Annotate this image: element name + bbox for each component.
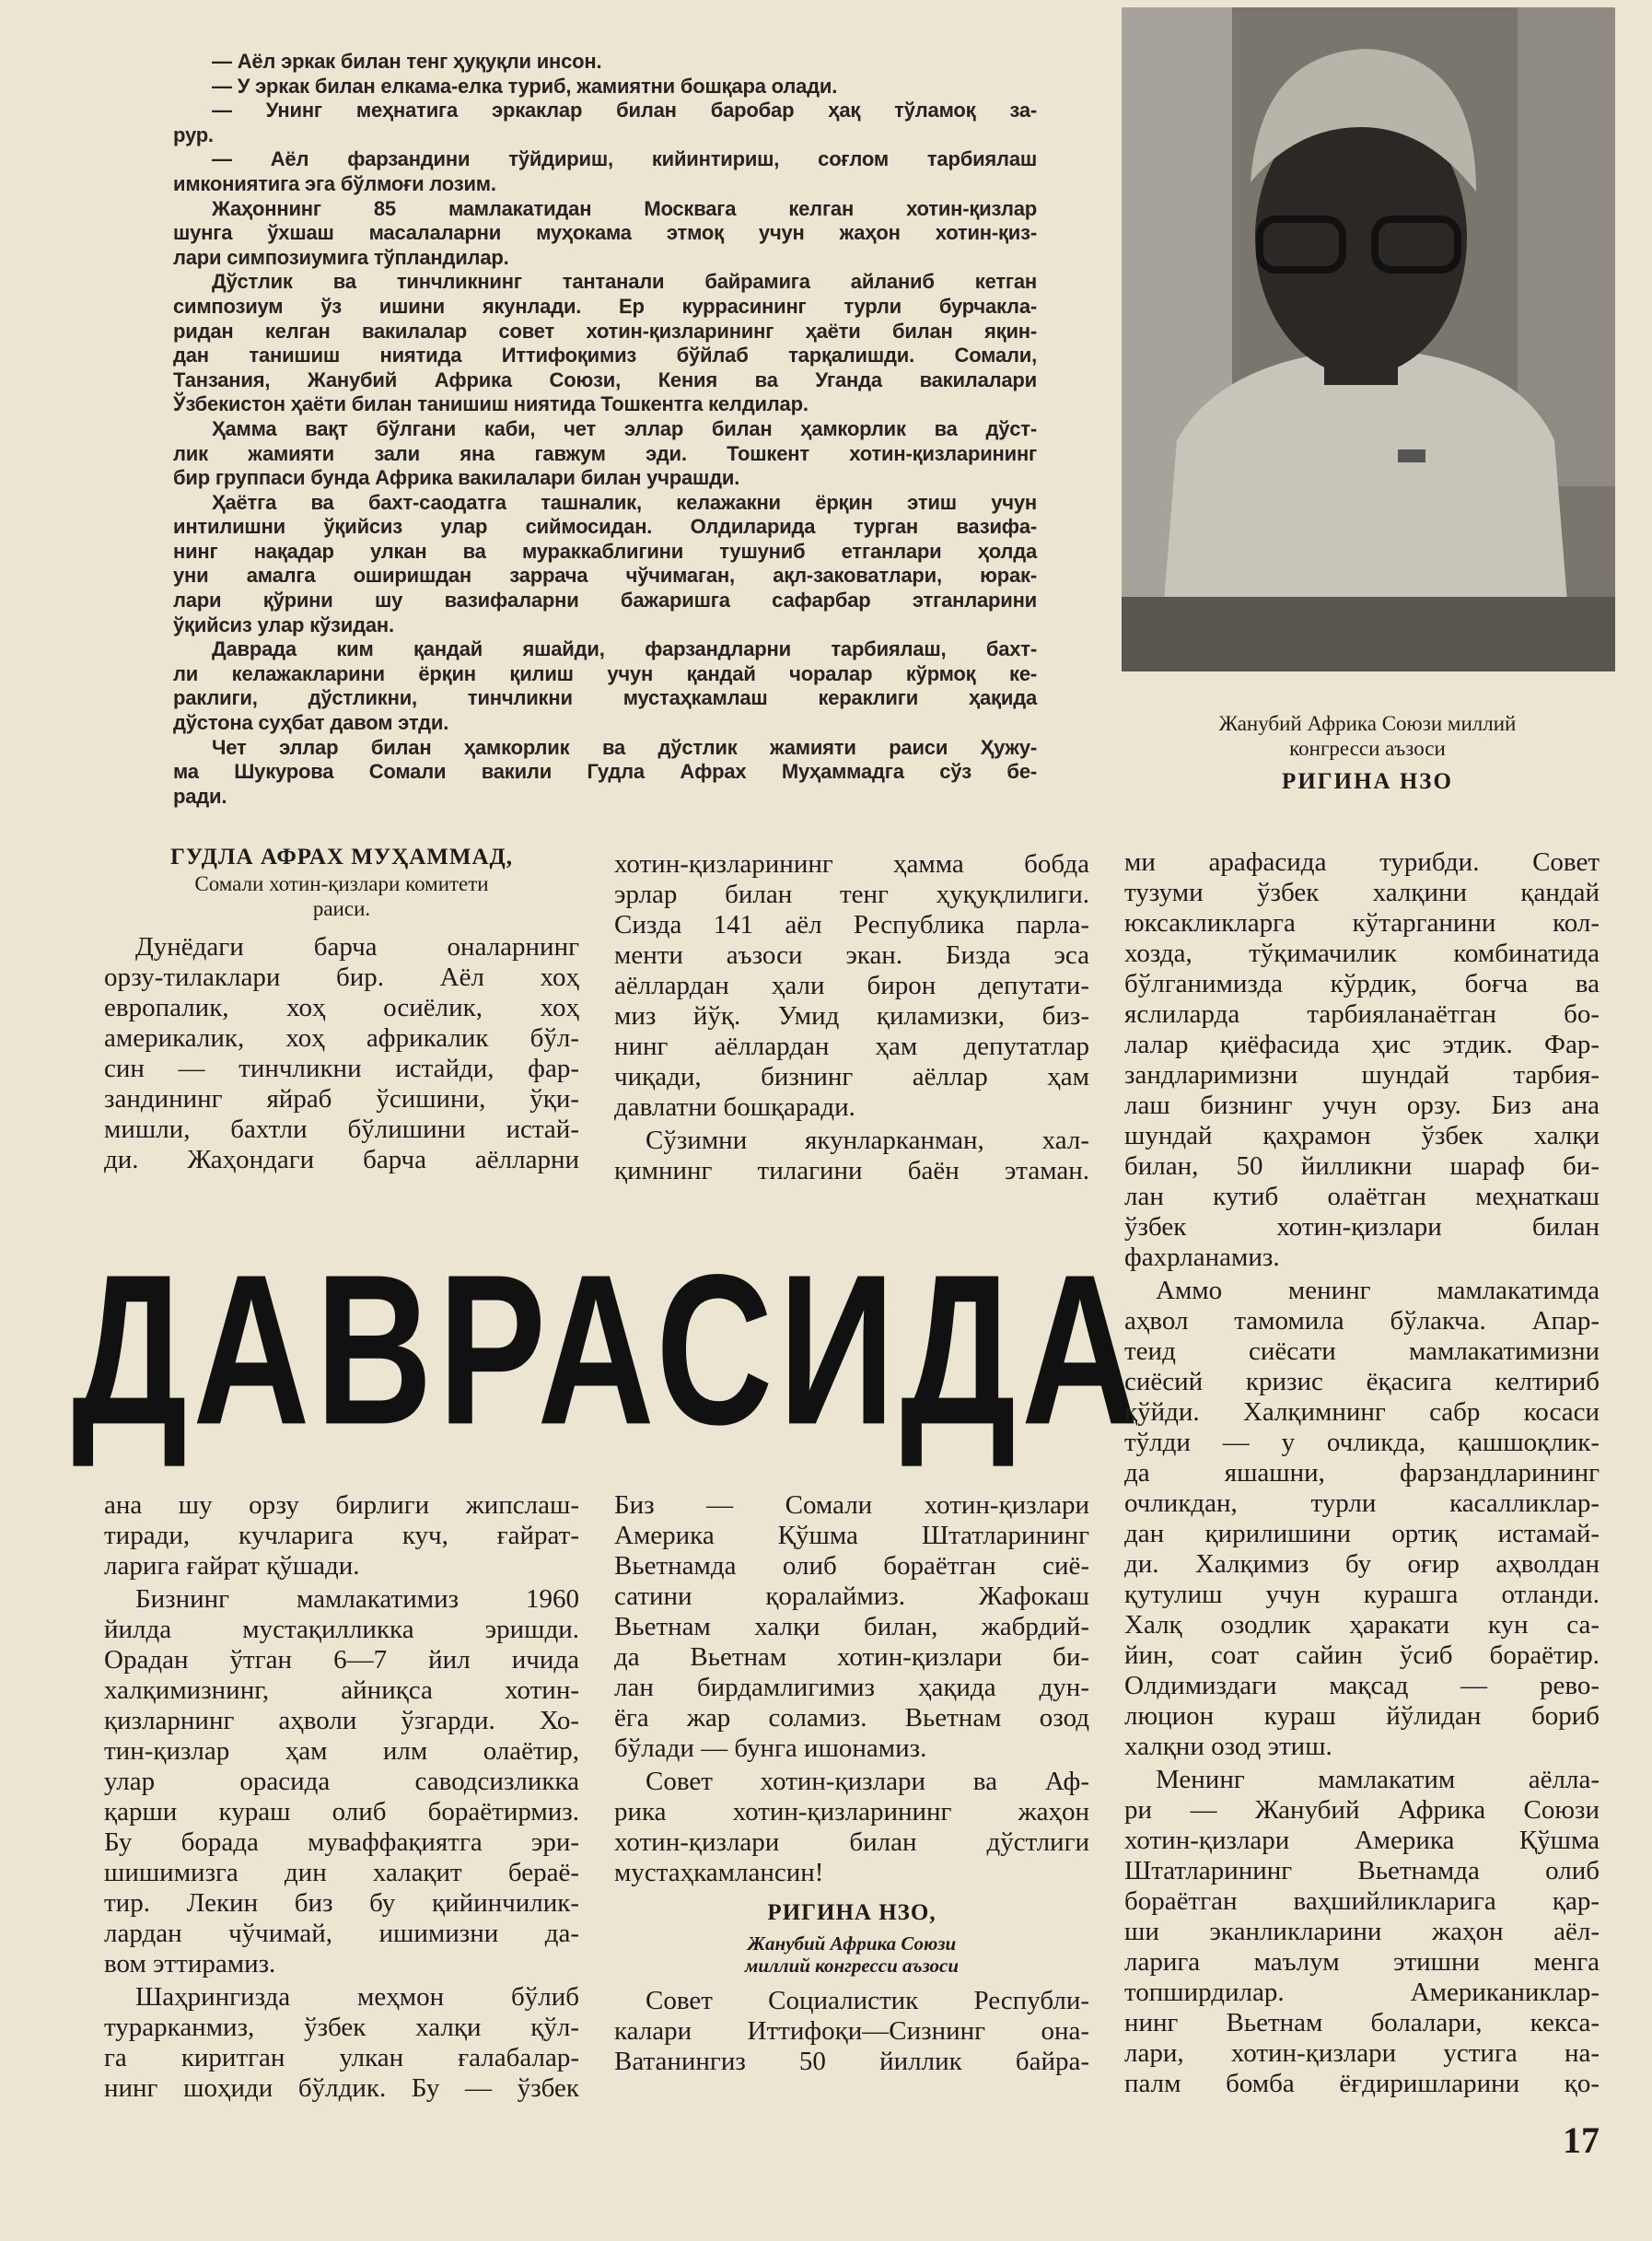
text-line: хотин-қизларининг ҳамма бобда [614, 849, 1089, 879]
paragraph [173, 197, 1037, 271]
text-line: ларига ғайрат қўшади. [104, 1551, 360, 1581]
text-line: син — тинчликни истайди, фар- [104, 1054, 579, 1083]
text-line: ши эканликларини жаҳон аёл- [1124, 1917, 1600, 1946]
text-line: лардан чўчимай, ишимизни да- [104, 1919, 579, 1948]
paragraph [104, 1490, 579, 1582]
paragraph [1124, 1276, 1600, 1762]
text-line: хотин-қизлари билан дўстлиги [614, 1827, 1089, 1857]
text-line: Сўзимни якунларканман, хал- [646, 1126, 1089, 1155]
text-line: лан бирдамлигимиз ҳақида дун- [614, 1673, 1089, 1702]
text-line: люцион кураш йўлидан бориб [1124, 1701, 1600, 1731]
text-line: — Унинг меҳнатига эркаклар билан баробар ҳақ тўламоқ за- [212, 99, 1037, 123]
text-line: мустаҳкамлансин! [614, 1858, 824, 1887]
text-line: теид сиёсати мамлакатимизни [1124, 1336, 1600, 1366]
text-line: рур. [173, 123, 214, 146]
text-line: қимнинг тилагини баён этаман. [614, 1156, 1089, 1185]
text-line: шунга ўхшаш масалаларни муҳокама этмоқ учун жаҳон хотин-қиз- [173, 221, 1037, 245]
text-line: ёга жар соламиз. Вьетнам озод [614, 1703, 1089, 1733]
text-line: бир группаси бунда Африка вакилалари билан учрашди. [173, 466, 740, 490]
text-line: Менинг мамлакатим аёлла- [1156, 1765, 1600, 1794]
text-line: ларига маълум этишни менга [1124, 1947, 1600, 1977]
text-line: ана шу орзу бирлиги жипслаш- [104, 1490, 579, 1520]
text-line: аёллардан ҳали бирон депутати- [614, 971, 1089, 1000]
text-line: лалар қиёфасида ҳис этдик. Фар- [1124, 1030, 1600, 1059]
speaker-role: Жанубий Африка Союзи [747, 1932, 957, 1955]
text-line: тиради, кучларига куч, ғайрат- [104, 1521, 579, 1550]
speaker-name: РИГИНА НЗО, [767, 1900, 937, 1925]
text-line: тин-қизлар ҳам илм олаётир, [104, 1736, 579, 1766]
text-line: Ҳаётга ва бахт-саодатга ташналик, келажакни ёрқин этиш учун [212, 490, 1037, 514]
text-line: тир. Лекин биз бу қийинчилик- [104, 1888, 579, 1918]
column-2-upper [614, 849, 1089, 1186]
text-line: Жаҳоннинг 85 мамлакатидан Москвага келган хотин-қизлар [212, 196, 1037, 220]
paragraph [614, 1767, 1089, 1888]
text-line: йилда мустақилликка эришди. [104, 1615, 579, 1644]
text-line: Даврада ким қандай яшайди, фарзандларни тарбиялаш, бахт- [212, 637, 1037, 661]
speaker-role: Сомали хотин-қизлари комитети [194, 872, 489, 895]
text-line: да яшашни, фарзандларининг [1124, 1458, 1600, 1488]
text-line: хотин-қизлари Америка Қўшма [1124, 1826, 1600, 1855]
text-line: — Аёл фарзандини тўйдириш, кийинтириш, соғлом тарбиялаш [212, 147, 1037, 171]
paragraph [173, 147, 1037, 196]
paragraph [173, 736, 1037, 810]
text-line: ди. Жаҳондаги барча аёлларни [104, 1145, 579, 1174]
paragraph [173, 75, 1037, 99]
column-3 [1124, 847, 1600, 2099]
text-line: дўстона суҳбат давом этди. [173, 711, 449, 735]
text-line: бораётган ваҳшийликларига қар- [1124, 1886, 1600, 1916]
text-line: лари симпозиумига тўпландилар. [173, 245, 509, 269]
text-line: да Вьетнам хотин-қизлари би- [614, 1642, 1089, 1672]
paragraph [173, 99, 1037, 147]
text-line: нинг Вьетнам болалари, кекса- [1124, 2008, 1600, 2037]
text-line: шундай қаҳрамон ўзбек халқи [1124, 1121, 1600, 1150]
paragraph [173, 491, 1037, 638]
text-line: палм бомба ёғдиришларини қо- [1124, 2069, 1600, 2098]
text-line: Бизнинг мамлакатимиз 1960 [135, 1584, 579, 1614]
text-line: Ҳамма вақт бўлгани каби, чет эллар билан ҳамкорлик ва дўст- [212, 416, 1037, 440]
text-line: ли келажакларини ёрқин қилиш учун қандай чоралар кўрмоқ ке- [173, 661, 1037, 685]
text-line: қўйди. Халқимнинг сабр косаси [1124, 1397, 1600, 1427]
text-line: Орадан ўтган 6—7 йил ичида [104, 1645, 579, 1675]
text-line: зандининг яйраб ўсишини, ўқи- [104, 1084, 579, 1114]
text-line: топширдилар. Американиклар- [1124, 1978, 1600, 2007]
intro-article [173, 50, 1037, 809]
column-text [614, 1986, 1089, 2077]
text-line: очликдан, турли касалликлар- [1124, 1488, 1600, 1518]
text-line: Дунёдаги барча оналарнинг [135, 932, 579, 962]
paragraph [1124, 847, 1600, 1273]
text-line: Олдимиздаги мақсад — рево- [1124, 1671, 1600, 1700]
text-line: сатини қоралаймиз. Жафокаш [614, 1582, 1089, 1611]
paragraph [104, 1982, 579, 2104]
text-line: яслиларда тарбияланаётган бо- [1124, 999, 1600, 1029]
text-line: бўлганимизда кўрдик, боғча ва [1124, 969, 1600, 998]
text-line: уни амалга оширишдан заррача чўчимаган, ақл-заковатлари, юрак- [173, 564, 1037, 588]
text-line: аҳвол тамомила бўлакча. Апар- [1124, 1306, 1600, 1336]
text-line: мишли, бахтли бўлишини истай- [104, 1115, 579, 1144]
text-line: Чет эллар билан ҳамкорлик ва дўстлик жамияти раиси Ҳужу- [212, 735, 1037, 759]
text-line: зандларимизни шундай тарбия- [1124, 1060, 1600, 1090]
text-line: — У эркак билан елкама-елка туриб, жамиятни бошқара олади. [212, 74, 838, 98]
text-line: Вьетнам халқи билан, жабрдий- [614, 1612, 1089, 1641]
text-line: миз йўқ. Умид қиламизки, биз- [614, 1001, 1089, 1031]
text-line: ма Шукурова Сомали вакили Гудла Афрах Муҳаммадга сўз бе- [173, 760, 1037, 784]
text-line: Совет хотин-қизлари ва Аф- [646, 1767, 1089, 1796]
text-line: лари, хотин-қизлари устига на- [1124, 2038, 1600, 2068]
text-line: нинг аёллардан ҳам депутатлар [614, 1032, 1089, 1061]
text-line: Дўстлик ва тинчликнинг тантанали байрамига айланиб кетган [212, 270, 1037, 294]
paragraph [173, 637, 1037, 735]
text-line: раклиги, дўстликни, тинчликни мустаҳкамлаш кераклиги ҳақида [173, 686, 1037, 710]
text-line: Танзания, Жанубий Африка Союзи, Кения ва Уганда вакилалари [173, 368, 1037, 391]
text-line: юксакликларга кўтарганини кол- [1124, 908, 1600, 938]
speaker-name: ГУДЛА АФРАХ МУҲАММАД, [170, 845, 513, 870]
text-line: ми арафасида турибди. Совет [1124, 847, 1600, 877]
text-line: лан кутиб олаётган меҳнаткаш [1124, 1182, 1600, 1211]
text-line: ради. [173, 784, 227, 808]
page-number: 17 [1563, 2119, 1600, 2161]
text-line: лик жамияти зали яна гавжум эди. Тошкент хотин-қизларининг [173, 441, 1037, 465]
caption-name: РИГИНА НЗО [1282, 769, 1453, 794]
text-line: қарши кураш олиб бораётирмиз. [104, 1797, 579, 1827]
text-line: Вьетнамда олиб бораётган сиё- [614, 1551, 1089, 1581]
text-line: имкониятига эга бўлмоғи лозим. [173, 171, 496, 195]
paragraph [614, 1126, 1089, 1186]
paragraph [614, 1986, 1089, 2077]
text-line: хозда, тўқимачилик комбинатида [1124, 939, 1600, 968]
text-line: турарканмиз, ўзбек халқи қўл- [104, 2013, 579, 2042]
text-line: эрлар билан тенг ҳуқуқлилиги. [614, 880, 1089, 909]
paragraph [173, 50, 1037, 75]
text-line: йин, соат сайин ўсиб бораётир. [1124, 1640, 1600, 1670]
text-line: Аммо менинг мамлакатимда [1156, 1276, 1600, 1305]
text-line: дан танишиш ниятида Иттифоқимиз бўйлаб тарқалишди. Сомали, [173, 344, 1037, 368]
text-line: менти аъзоси экан. Бизда эса [614, 940, 1089, 970]
text-line: дан қирилишини ортиқ истамай- [1124, 1519, 1600, 1548]
text-line: ўқийсиз улар кўзидан. [173, 613, 394, 636]
text-line: улар орасида саводсизликка [104, 1767, 579, 1796]
text-line: бўлади — бунга ишонамиз. [614, 1733, 927, 1763]
text-line: халқни озод этиш. [1124, 1732, 1332, 1761]
text-line: Биз — Сомали хотин-қизлари [614, 1490, 1089, 1520]
text-line: Шаҳрингизда меҳмон бўлиб [135, 1982, 579, 2012]
text-line: америкалик, хоҳ африкалик бўл- [104, 1023, 579, 1053]
column-text [614, 1490, 1089, 1888]
text-line: шишимизга дин халақит бераё- [104, 1858, 579, 1887]
text-line: калари Иттифоқи—Сизнинг она- [614, 2016, 1089, 2046]
text-line: тузуми ўзбек халқини қандай [1124, 878, 1600, 907]
article-title: ДАВРАСИДА [72, 1231, 1145, 1470]
text-line: ридан келган вакилалар совет хотин-қизларининг ҳаёти билан яқин- [173, 319, 1037, 343]
text-line: Бу борада муваффақиятга эри- [104, 1827, 579, 1857]
text-line: европалик, хоҳ осиёлик, хоҳ [104, 993, 579, 1022]
text-line: лаш бизнинг учун орзу. Биз ана [1124, 1091, 1600, 1120]
text-line: давлатни бошқаради. [614, 1092, 855, 1122]
portrait-image [1122, 7, 1615, 671]
text-line: Америка Қўшма Штатларининг [614, 1521, 1089, 1550]
paragraph [104, 932, 579, 1175]
speaker-role: миллий конгресси аъзоси [744, 1955, 960, 1977]
text-line: Сизда 141 аёл Республика парла- [614, 910, 1089, 940]
text-line: чиқади, бизнинг аёллар ҳам [614, 1062, 1089, 1091]
portrait-photo [1122, 7, 1615, 671]
text-line: халқимизнинг, айниқса хотин- [104, 1675, 579, 1705]
text-line: қизларнинг аҳволи ўзгарди. Хо- [104, 1706, 579, 1735]
text-line: вом эттирамиз. [104, 1949, 276, 1978]
photo-caption [1128, 711, 1607, 795]
text-line: қутулиш учун курашга отланди. [1124, 1580, 1600, 1609]
text-line: нинг шоҳиди бўлдик. Бу — ўзбек [104, 2073, 579, 2103]
text-line: Халқ озодлик ҳаракати кун са- [1124, 1610, 1600, 1640]
text-line: га киритган улкан ғалабалар- [104, 2043, 579, 2072]
paragraph [173, 417, 1037, 491]
text-line: фахрланамиз. [1124, 1243, 1280, 1272]
text-line: Ўзбекистон ҳаёти билан танишиш ниятида Тошкентга келдилар. [173, 392, 809, 416]
paragraph [104, 1584, 579, 1979]
text-line: Ватанингиз 50 йиллик байра- [614, 2047, 1089, 2076]
text-line: нинг нақадар улкан ва мураккаблигини тушуниб етганлари ҳолда [173, 539, 1037, 563]
text-line: — Аёл эркак билан тенг ҳуқуқли инсон. [212, 50, 602, 73]
text-line: сиёсий кризис ёқасига келтириб [1124, 1367, 1600, 1396]
text-line: ди. Халқимиз бу оғир аҳволдан [1124, 1549, 1600, 1579]
column-text [104, 932, 579, 1175]
text-line: ри — Жанубий Африка Союзи [1124, 1795, 1600, 1825]
paragraph [173, 270, 1037, 417]
column-2-lower [614, 1490, 1089, 2077]
text-line: Штатларининг Вьетнамда олиб [1124, 1856, 1600, 1885]
text-line: симпозиум ўз ишини якунлади. Ер куррасининг турли бурчакла- [173, 294, 1037, 318]
speaker-role: раиси. [312, 897, 371, 920]
text-line: лари қўрини шу вазифаларни бажаришга сафарбар этганларини [173, 589, 1037, 613]
column-1-upper [104, 844, 579, 1175]
paragraph [614, 849, 1089, 1123]
text-line: тўлди — у очликда, қашшоқлик- [1124, 1428, 1600, 1457]
paragraph [1124, 1765, 1600, 2099]
text-line: Совет Социалистик Республи- [646, 1986, 1089, 2015]
text-line: ўзбек хотин-қизлари билан [1124, 1212, 1600, 1242]
paragraph [614, 1490, 1089, 1764]
caption-line: Жанубий Африка Союзи миллий [1218, 712, 1517, 735]
text-line: билан, 50 йилликни шараф би- [1124, 1151, 1600, 1181]
column-1-lower [104, 1490, 579, 2104]
text-line: рика хотин-қизларининг жаҳон [614, 1797, 1089, 1827]
caption-line: конгресси аъзоси [1289, 737, 1446, 760]
text-line: интилишни ўқийсиз улар сиймосидан. Олдиларида турган вазифа- [173, 515, 1037, 539]
text-line: орзу-тилаклари бир. Аёл хоҳ [104, 963, 579, 992]
